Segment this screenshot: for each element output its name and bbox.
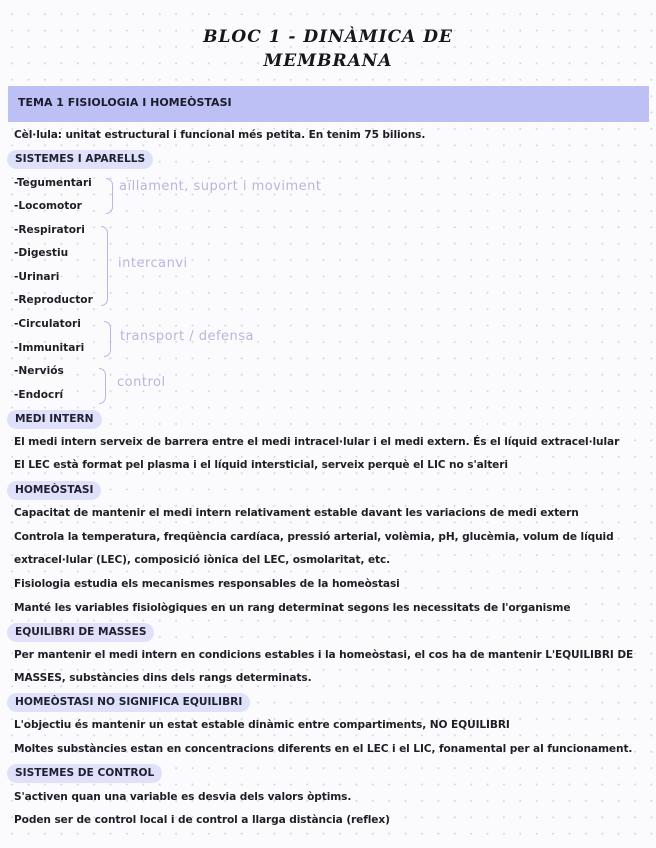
- page-title-line-2: MEMBRANA: [263, 51, 393, 71]
- brace-control: [99, 368, 106, 404]
- body-line: Controla la temperatura, freqüència cardíaca, pressió arterial, volèmia, pH, glucèmia, volum de líquid: [14, 531, 614, 543]
- annotation-aillament: aïllament, suport i moviment: [119, 179, 322, 194]
- body-line: extracel·lular (LEC), composició iònica del LEC, osmolaritat, etc.: [14, 554, 391, 566]
- system-item: -Endocrí: [14, 389, 64, 401]
- system-item: -Urinari: [14, 271, 60, 283]
- system-item: -Immunitari: [14, 342, 85, 354]
- annotation-transport: transport / defensa: [120, 329, 255, 344]
- body-line: Per mantenir el medi intern en condicions estables i la homeòstasi, el cos ha de mantenir L'EQUILIBRI DE: [14, 649, 634, 661]
- system-item: -Nerviós: [14, 365, 64, 377]
- body-line: Fisiologia estudia els mecanismes responsables de la homeòstasi: [14, 578, 400, 590]
- system-item: -Respiratori: [14, 224, 85, 236]
- body-line: L'objectiu és mantenir un estat estable dinàmic entre compartiments, NO EQUILIBRI: [14, 719, 510, 731]
- body-line: Manté les variables fisiològiques en un rang determinat segons les necessitats de l'organisme: [14, 602, 571, 614]
- brace-transport: [104, 321, 111, 357]
- system-item: -Digestiu: [14, 247, 69, 259]
- body-line: El medi intern serveix de barrera entre el medi intracel·lular i el medi extern. És el líquid extracel·lular: [14, 436, 620, 448]
- topic-banner-text: TEMA 1 FISIOLOGIA I HOMEÒSTASI: [18, 96, 232, 109]
- system-item: -Locomotor: [14, 200, 82, 212]
- section-heading-medi-intern: MEDI INTERN: [7, 410, 102, 429]
- system-item: -Circulatori: [14, 318, 81, 330]
- section-heading-sistemes: SISTEMES I APARELLS: [7, 150, 153, 169]
- body-line: Moltes substàncies estan en concentracions diferents en el LEC i el LIC, fonamental per al funcionament.: [14, 743, 633, 755]
- section-heading-homeostasi: HOMEÒSTASI: [7, 481, 101, 500]
- section-heading-sistemes-control: SISTEMES DE CONTROL: [7, 764, 162, 783]
- annotation-control: control: [117, 375, 166, 390]
- annotation-intercanvi: intercanvi: [118, 256, 188, 271]
- body-line: S'activen quan una variable es desvia dels valors òptims.: [14, 791, 352, 803]
- page-title-line-1: BLOC 1 - DINÀMICA DE: [203, 27, 453, 47]
- system-item: -Reproductor: [14, 294, 93, 306]
- body-line: El LEC està format pel plasma i el líquid intersticial, serveix perquè el LIC no s'alteri: [14, 459, 508, 471]
- body-line: Poden ser de control local i de control a llarga distància (reflex): [14, 814, 390, 826]
- body-line: MASSES, substàncies dins dels rangs determinats.: [14, 672, 312, 684]
- body-line: Capacitat de mantenir el medi intern relativament estable davant les variacions de medi extern: [14, 507, 579, 519]
- topic-banner: [8, 86, 649, 122]
- brace-intercanvi: [101, 226, 108, 306]
- system-item: -Tegumentari: [14, 177, 92, 189]
- section-heading-no-equilibri: HOMEÒSTASI NO SIGNIFICA EQUILIBRI: [7, 693, 250, 712]
- brace-aillament: [106, 178, 113, 214]
- section-heading-equilibri: EQUILIBRI DE MASSES: [7, 623, 154, 642]
- intro-text: Cèl·lula: unitat estructural i funcional més petita. En tenim 75 bilions.: [14, 129, 426, 141]
